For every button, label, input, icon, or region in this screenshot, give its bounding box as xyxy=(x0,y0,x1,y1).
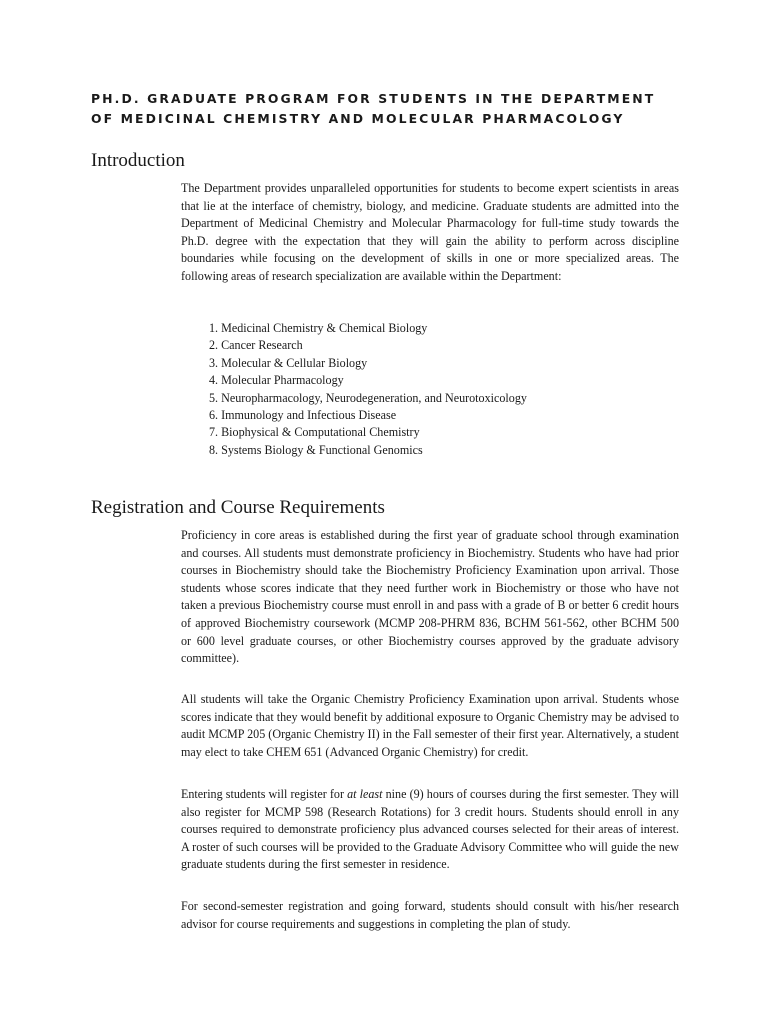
registration-section-entering xyxy=(181,786,679,874)
introduction-section xyxy=(181,180,679,286)
registration-section-second-semester xyxy=(181,898,679,933)
registration-paragraph-entering-students xyxy=(181,786,679,874)
introduction-paragraph: The Department provides unparalleled opportunities for students to become expert scientists in areas that lie at the interface of chemistry, biology, and medicine. Graduate students are admitted into the Department of Medicinal Chemistry and Molecular Pharmacology for full-time study towards the Ph.D. degree with the expectation that they will gain the ability to perform across discipline boundaries while focusing on the development of skills in one or more specialized areas. The following areas of research specialization are available within the Department: xyxy=(181,181,679,283)
registration-heading: Registration and Course Requirements xyxy=(91,497,385,518)
entering-text-emphasis: at least xyxy=(347,787,383,801)
research-area-item: 1. Medicinal Chemistry & Chemical Biology xyxy=(209,321,428,335)
document-title-line-2: OF MEDICINAL CHEMISTRY AND MOLECULAR PHARMACOLOGY xyxy=(91,111,625,126)
registration-paragraph-proficiency: Proficiency in core areas is established during the first year of graduate school through examination and courses. All students must demonstrate proficiency in Biochemistry. Students who have had prior courses in Biochemistry should take the Biochemistry Proficiency Examination upon arrival. Those students whose scores indicate that they need further work in Biochemistry or those who have not taken a previous Biochemistry course must enroll in and pass with a grade of B or better 6 credit hours of approved Biochemistry coursework (MCMP 208-PHRM 836, BCHM 561-562, other BCHM 500 or 600 level graduate courses, or other Biochemistry courses approved by the graduate advisory committee). xyxy=(181,528,679,666)
research-area-item: 7. Biophysical & Computational Chemistry xyxy=(209,425,420,440)
registration-section xyxy=(181,527,679,668)
research-area-item: 4. Molecular Pharmacology xyxy=(209,373,344,388)
registration-section-organic xyxy=(181,691,679,761)
document-title xyxy=(91,89,691,129)
research-area-item: 6. Immunology and Infectious Disease xyxy=(209,408,397,423)
research-area-item: 2. Cancer Research xyxy=(209,338,303,353)
registration-paragraph-organic-chemistry: All students will take the Organic Chemistry Proficiency Examination upon arrival. Students whose scores indicate that they would benefit by additional exposure to Organic Chemistry may be advised to audit MCMP 205 (Organic Chemistry II) in the Fall semester of their first year. Alternatively, a student may elect to take CHEM 651 (Advanced Organic Chemistry) for credit. xyxy=(181,692,679,759)
registration-paragraph-second-semester: For second-semester registration and going forward, students should consult with his/her research advisor for course requirements and suggestions in completing the plan of study. xyxy=(181,899,679,931)
document-title-line-1: PH.D. GRADUATE PROGRAM FOR STUDENTS IN THE DEPARTMENT xyxy=(91,91,656,106)
entering-text-end: nine (9) hours of courses during the first semester. They will also register for MCMP 598 (Research Rotations) for 3 credit hours. Students should enroll in any courses required to demonstrate proficiency plus advanced courses selected for their areas of interest. A roster of such courses will be provided to the Graduate Advisory Committee who will guide the new graduate students during the first semester in residence. xyxy=(181,787,679,872)
entering-text-start: Entering students will register for xyxy=(181,787,348,801)
research-area-item: 5. Neuropharmacology, Neurodegeneration, and Neurotoxicology xyxy=(209,390,527,405)
research-area-item: 8. Systems Biology & Functional Genomics xyxy=(209,442,423,457)
research-areas-list xyxy=(209,320,527,459)
research-area-item: 3. Molecular & Cellular Biology xyxy=(209,355,368,370)
introduction-heading: Introduction xyxy=(91,150,185,171)
